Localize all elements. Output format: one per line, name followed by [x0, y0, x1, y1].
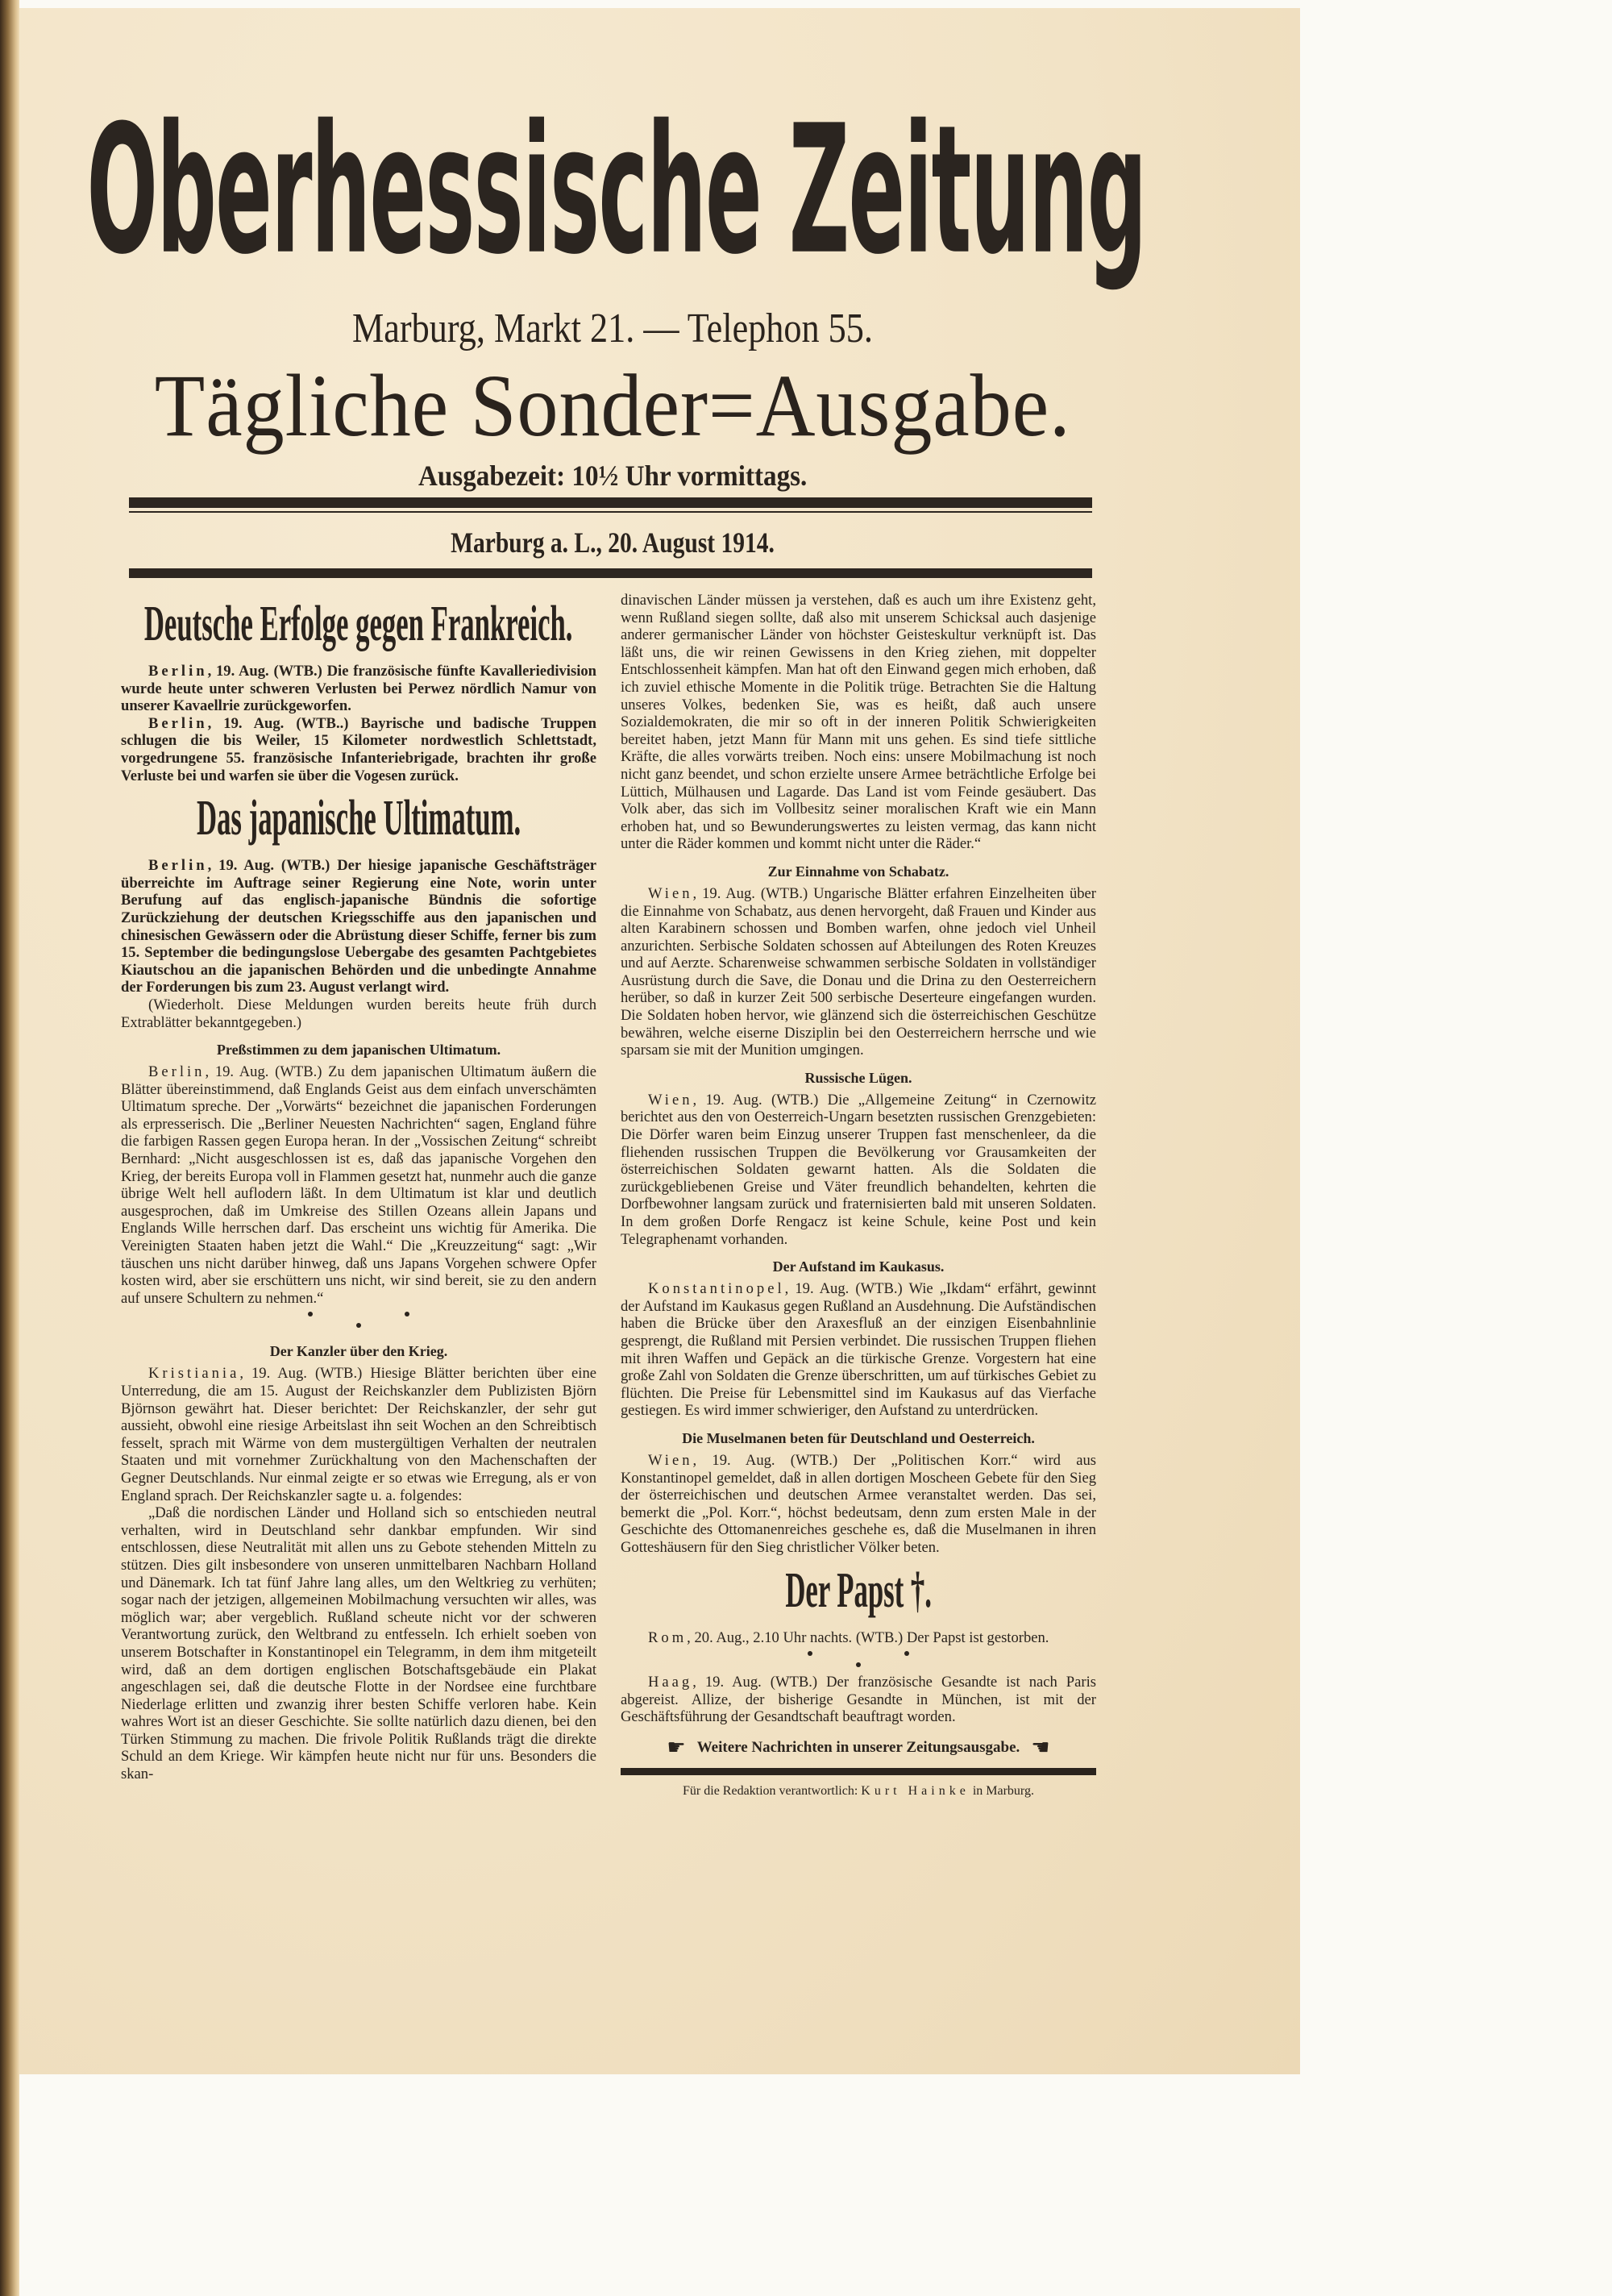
paragraph-text: , 19. Aug. (WTB.) Die „Allgemeine Zeitung“ in Czernowitz berichtet aus den von Oesterreich-Ungarn besetzten russischen Grenzgebieten: Die Dörfer waren beim Einzug unserer Truppen fast menschenleer, da die fliehenden russischen Truppen die Bevölkerung vor Grausamkeiten der österreichischen Soldaten gewarnt hatten. Als die Soldaten die zurückgebliebenen Greise und Väter freundlich behandelten, kehrten die Dorfbewohner langsam zurück und fraternisierten bald mit unseren Soldaten. In dem großen Dorfe Rengacz ist keine Schule, keine Post und kein Telegraphenamt vorhanden. [621, 1091, 1096, 1248]
paragraph-text: , 20. Aug., 2.10 Uhr nachts. (WTB.) Der Papst ist gestorben. [687, 1628, 1049, 1646]
pointing-hand-right-icon: ☛ [667, 1735, 686, 1760]
paragraph-text: , 19. Aug. (WTB.) Hiesige Blätter berichten über eine Unterredung, die am 15. August der Reichskanzler dem Publizisten Björn Björnson gewährt hat. Dieser berichtet: Der Reichskanzler, der sehr gut aussieht, obwohl eine riesige Arbeitslast ihn seit Wochen an den Schreibtisch fesselt, sprach mit Wärme von dem mustergültigen Verhalten der neutralen Staaten und mit vornehmer Zurückhaltung von den Machenschaften der Gegner Deutschlands. Nur einmal zeigte er so etwas wie Erregung, als er von England sprach. Der Reichskanzler sagte u. a. folgendes: [121, 1365, 596, 1504]
imprint-line [621, 1783, 1096, 1799]
date-line [121, 526, 1104, 559]
asterism-dot [405, 1312, 409, 1316]
dateline-place: Wien [648, 1451, 693, 1469]
editor-name: Kurt Hainke [861, 1783, 970, 1798]
news-paragraph [121, 715, 596, 784]
news-paragraph [621, 1092, 1096, 1248]
news-paragraph [121, 1063, 596, 1307]
edition-title [121, 355, 1104, 457]
more-news-notice [621, 1736, 1096, 1760]
imprint-label: Für die Redaktion verantwortlich: [683, 1783, 858, 1798]
news-paragraph [121, 1365, 596, 1504]
news-paragraph [621, 885, 1096, 1059]
asterism-dot [808, 1651, 812, 1656]
issue-time [121, 459, 1104, 493]
news-paragraph [121, 857, 596, 996]
dateline-place: Haag [648, 1674, 693, 1691]
paragraph-text: , 19. Aug. (WTB.) Ungarische Blätter erfahren Einzelheiten über die Einnahme von Schabatz, aus denen hervorgeht, daß Frauen und Kinder aus alten Karabinern schossen und Bomben warfen, ohne jedoch viel Unheil anzurichten. Serbische Soldaten schossen auf Abteilungen des Roten Kreuzes und auf Aerzte. Scharenweise schwammen serbische Soldaten in vollständiger Ausrüstung durch die Save, die Donau und die Drina zu den Oesterreichern herüber, so daß in kurzer Zeit 500 serbische Deserteure eingefangen wurden. Die Soldaten hoben hervor, wie glänzend sich die österreichischen Geschütze bewähren, welche eiserne Disziplin bei den Oesterreichern herrsche und wie sparsam sie mit der Munition umgingen. [621, 884, 1096, 1059]
news-paragraph [621, 592, 1096, 853]
headline-text: Der Papst †. [785, 1562, 932, 1618]
paragraph-text: , 19. Aug. (WTB.) Der französische Gesandte ist nach Paris abgereist. Allize, der bisherige Gesandte in München, ist mit der Geschäftsführung der Gesandtschaft beauftragt worden. [621, 1674, 1096, 1726]
book-binding-edge [0, 0, 19, 2296]
paragraph-text: dinavischen Länder müssen ja verstehen, daß es auch um ihre Existenz geht, wenn Rußland siegen sollte, daß also mit unserem Schicksal auch dasjenige anderer germanischer Länder von höchster Geisteskultur verknüpft ist. Das läßt uns, die wir reinen Gewissens in den Krieg ziehen, mit doppelter Entschlossenheit kämpfen. Man hat oft den Einwand gegen mich erhoben, daß ich zuviel ethische Momente in die Politik trüge. Betrachten Sie die Haltung unseres Volkes, bedenken Sie, was es heißt, daß auch unsere Sozialdemokraten, die mir so oft in der inneren Politik Schwierigkeiten bereitet haben, jetzt Mann für Mann mit uns gehen. Es sind tiefe sittliche Kräfte, die alles vorwärts treiben. Noch eins: unsere Mobilmachung ist noch nicht ganz beendet, und schon erzielte unsere Armee beträchtliche Erfolge bei Lüttich, Mülhausen und Lagarde. Das Land ist vom Feinde gesäubert. Das Volk aber, das sich im Vollbesitz seiner moralischen Kraft wie ein Mann erhoben hat, und so Bewunderungswertes zu leisten vermag, das kann nicht unter die Räder kommen und kommt nicht unter die Räder.“ [621, 592, 1096, 853]
section-subhead: Der Kanzler über den Krieg. [269, 1343, 448, 1360]
asterism-divider [621, 1648, 1096, 1672]
dateline-place: Wien [648, 884, 693, 902]
news-paragraph [621, 1280, 1096, 1420]
paragraph-text: , 19. Aug. (WTB.) Der hiesige japanische Geschäftsträger überreichte im Auftrage seiner Regierung eine Note, worin unter Berufung auf das englisch-japanische Bündnis die sofortige Zurückziehung der deutschen Kriegsschiffe aus den japanischen und chinesischen Gewässern oder die Abrüstung dieser Schiffe, ferner bis zum 15. September die bedingungslose Uebergabe des gesamten Pachtgebietes Kiautschou an die japanischen Behörden und die unbedingte Annahme der Forderungen bis zum 23. August verlangt wird. [121, 857, 596, 996]
article-headline [121, 789, 596, 847]
dateline-place: Berlin [148, 714, 208, 732]
edition-text: Tägliche Sonder=Ausgabe. [154, 356, 1071, 455]
section-subhead: Russische Lügen. [804, 1069, 912, 1086]
headline-text: Deutsche Erfolge gegen Frankreich. [144, 597, 573, 651]
paragraph-text: „Daß die nordischen Länder und Holland sich so entschieden neutral verhalten, wird in Deutschland sehr dankbar empfunden. Wir sind entschlossen, diese Neutralität mit allen uns zu Gebote stehenden Mitteln zu stützen. Dies gilt insbesondere von unseren unmittelbaren Nachbarn Holland und Dänemark. Ich tat fünf Jahre lang alles, um den Weltkrieg zu verhüten; sogar nach der jetzigen, allgemeinen Mobilmachung versuchten wir alles, was möglich war; aber vergeblich. Rußland scheute nicht vor der schweren Verantwortung zurück, den Weltbrand zu entfesseln. Ich erhielt soeben von unserem Botschafter in Konstantinopel ein Telegramm, in dem ihm mitgeteilt wird, daß an dem dortigen englischen Botschaftsgebäude ein Plakat angeschlagen sei, daß die deutsche Flotte in der Nordsee eine furchtbare Niederlage erlitten und zwanzig ihrer besten Schiffe verloren habe. Kein wahres Wort ist an dieser Geschichte. Sie sollte natürlich dazu dienen, bei den Türken Stimmung zu machen. Die frivole Politik Rußlands trägt die direkte Schuld an dem Kriege. Wir kämpfen heute nicht nur für uns. Besonders die skan- [121, 1504, 596, 1783]
date-line-text: Marburg a. L., 20. August 1914. [451, 526, 775, 559]
asterism-dot [856, 1662, 861, 1667]
article-headline [621, 1562, 1096, 1620]
asterism-dot [308, 1312, 313, 1316]
news-paragraph [121, 663, 596, 715]
headline-text: Das japanische Ultimatum. [196, 791, 521, 846]
news-paragraph [621, 1674, 1096, 1726]
paragraph-text: , 19. Aug. (WTB..) Bayrische und badische Truppen schlugen die bis Weiler, 15 Kilometer nordwestlich Schlettstadt, vorgedrungene 55. französische Infanteriebrigade, brachten ihr große Verluste bei und warfen sie über die Vogesen zurück. [121, 714, 596, 784]
address-text: Marburg, Markt 21. — Telephon 55. [352, 306, 873, 351]
notice-text: Weitere Nachrichten in unserer Zeitungsausgabe. [696, 1738, 1020, 1756]
pointing-hand-left-icon: ☚ [1031, 1735, 1050, 1760]
news-paragraph [621, 1452, 1096, 1557]
dateline-place: Konstantinopel [648, 1280, 785, 1298]
dateline-place: Kristiania [148, 1365, 240, 1383]
masthead-rule-thick [129, 497, 1092, 508]
issue-time-text: Ausgabezeit: 10½ Uhr vormittags. [418, 460, 808, 492]
section-subhead: Der Aufstand im Kaukasus. [772, 1258, 945, 1275]
section-subhead: Zur Einnahme von Schabatz. [767, 863, 949, 880]
asterism-dot [356, 1323, 361, 1328]
news-paragraph [621, 1629, 1096, 1647]
masthead-title-text: Oberhessische Zeitung [86, 87, 1147, 294]
article-headline [121, 595, 596, 653]
paragraph-text: (Wiederholt. Diese Meldungen wurden bereits heute früh durch Extrablätter bekanntgegeben.) [121, 996, 596, 1031]
asterism-dot [904, 1651, 909, 1656]
footer-rule [621, 1768, 1096, 1775]
dateline-place: Berlin [148, 857, 208, 875]
asterism-divider [121, 1308, 596, 1333]
date-rule [129, 568, 1092, 578]
masthead-title [86, 87, 1147, 294]
right-column [621, 592, 1096, 1799]
left-column [121, 590, 596, 1783]
paragraph-text: , 19. Aug. (WTB.) Wie „Ikdam“ erfährt, gewinnt der Aufstand im Kaukasus gegen Rußland an Ausdehnung. Die Aufständischen haben die Brücke über den Araxesfluß an der einzigen Eisenbahnlinie gesprengt, die Rußland mit Persien verbindet. Die russischen Truppen fliehen mit ihren Waffen und Gepäck an die türkische Grenze. Vorgestern hat eine große Zahl von Soldaten die Grenze überschritten, um auf türkisches Gebiet zu flüchten. Die Preise für Lebensmittel sind im Kaukasus auf das Vierfache gestiegen. Es wird immer schwieriger, den Aufstand zu unterdrücken. [621, 1280, 1096, 1420]
paragraph-text: , 19. Aug. (WTB.) Die französische fünfte Kavalleriedivision wurde heute unter schweren Verlusten bei Perwez nördlich Namur von unserer Kavaellrie zurückgeworfen. [121, 663, 596, 715]
news-paragraph [121, 996, 596, 1031]
dateline-place: Berlin [148, 663, 208, 680]
imprint-place: in Marburg. [972, 1783, 1034, 1798]
paragraph-text: , 19. Aug. (WTB.) Der „Politischen Korr.“ wird aus Konstantinopel gemeldet, daß in allen dortigen Moscheen Gebete für den Sieg der österreichischen und deutschen Armee veranstaltet werden. Das sei, bemerkt die „Pol. Korr.“, höchst bedeutsam, denn zum ersten Male in der Geschichte des Ottomanenreiches geschehe es, daß die Muselmanen in ihren Gotteshäusern für den Sieg christlicher Völker beten. [621, 1451, 1096, 1556]
section-subhead: Die Muselmanen beten für Deutschland und Oesterreich. [682, 1429, 1035, 1446]
masthead-address [121, 305, 1104, 353]
dateline-place: Wien [648, 1091, 693, 1108]
masthead-rule-thin [129, 511, 1092, 513]
paragraph-text: , 19. Aug. (WTB.) Zu dem japanischen Ultimatum äußern die Blätter übereinstimmend, daß Englands Geist aus dem einfach unverschämten Ultimatum spreche. Der „Vorwärts“ bezeichnet die japanischen Forderungen als erpresserisch. Die „Berliner Neuesten Nachrichten“ sagen, England führe die farbigen Rassen gegen Europa heran. In der „Vossischen Zeitung“ schreibt Bernhard: „Nicht ausgeschlossen ist es, daß das japanische Vorgehen den Krieg, der bereits Europa voll in Flammen gesetzt hat, nunmehr auch die ganze übrige Welt hell auflodern läßt. In dem Ultimatum ist klar und deutlich ausgesprochen, daß im Umkreise des Stillen Ozeans allein Japans und Englands Wille herrschen darf. Das erscheint uns wichtig für Amerika. Die Vereinigten Staaten haben jetzt die Wahl.“ Die „Kreuzzeitung“ sagt: „Wir täuschen uns nicht darüber hinweg, daß uns Japans Vorgehen schwere Opfer kosten wird, aber sie erschüttern uns nicht, wir sind bereit, sie zu den andern auf unsere Schultern zu nehmen.“ [121, 1063, 596, 1307]
dateline-place: Rom [648, 1628, 688, 1646]
news-paragraph [121, 1504, 596, 1783]
dateline-place: Berlin [148, 1063, 206, 1081]
section-subhead: Preßstimmen zu dem japanischen Ultimatum. [216, 1042, 501, 1059]
